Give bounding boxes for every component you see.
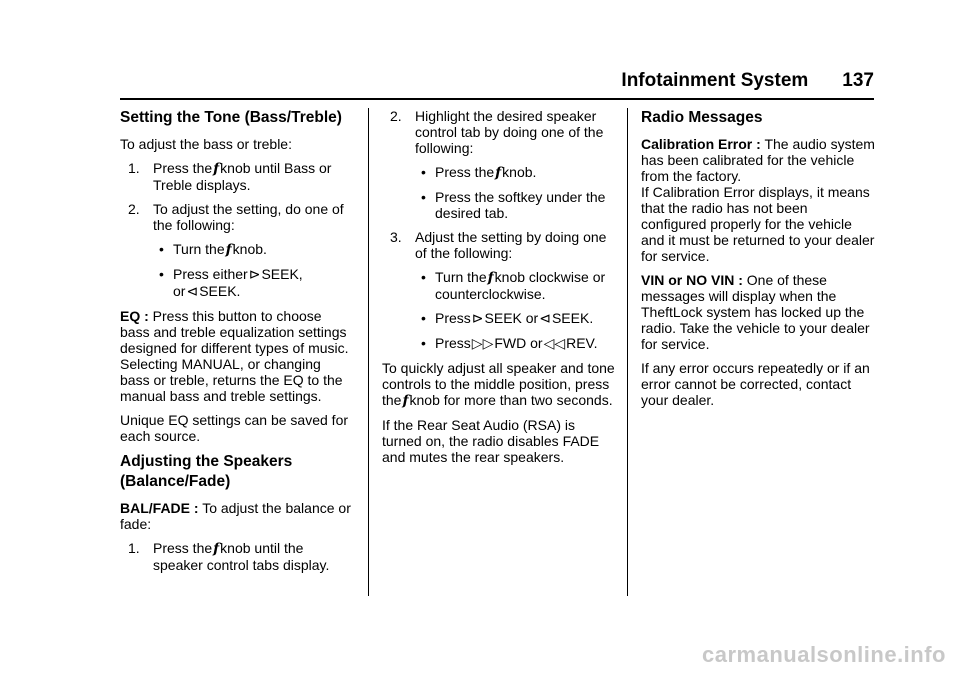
speaker-steps-continued (382, 108, 616, 352)
balfade-definition: BAL/FADE : To adjust the balance or fade: (120, 500, 351, 532)
seek-up-icon: ⊳ (471, 311, 484, 327)
eq-term: EQ : (120, 308, 149, 324)
seek-down-icon: ⊲ (186, 284, 199, 300)
quick-reset-note: To quickly adjust all speaker and tone controls to the middle position, press thefknob for more than two seconds. (382, 360, 615, 409)
page-number: 137 (842, 70, 874, 91)
vin-term: VIN or NO VIN : (641, 272, 743, 288)
vin-definition: VIN or NO VIN : One of these messages will display when the TheftLock system has locked up the radio. Take the vehicle to your dealer for service. (641, 272, 870, 352)
rsa-note: If the Rear Seat Audio (RSA) is turned on, the radio disables FADE and mutes the rear speakers. (382, 417, 600, 465)
section-title: Infotainment System (621, 70, 809, 91)
tone-step-1: 1. Press thefknob until Bass or Treble displays. (128, 160, 332, 193)
eq-definition: EQ : Press this button to choose bass and treble equalization settings designed for different types of music. Selecting MANUAL, or changing bass or treble, returns the EQ to the manual bass and treble settings. (120, 308, 349, 404)
speaker-steps (120, 540, 354, 573)
tune-knob-icon: f (213, 541, 220, 557)
speaker-step-3-bullet-3: • Press▷▷FWD or◁◁REV. (421, 335, 598, 352)
balfade-term: BAL/FADE : (120, 500, 199, 516)
watermark: carmanualsonline.info (702, 642, 946, 667)
speaker-step-2: 2. Highlight the desired speaker control tab by doing one of the following: • Press thefknob. • Press the softkey under the desired tab. (382, 108, 616, 221)
tone-step-2-bullet-1: • Turn thefknob. (159, 241, 267, 258)
heading-radio-messages: Radio Messages (641, 109, 763, 126)
column-divider-2 (627, 108, 628, 596)
calibration-detail: If Calibration Error displays, it means that the radio has not been configured properly for the vehicle and it must be returned to your dealer for service. (641, 184, 875, 264)
speaker-step-2-bullet-1: • Press thefknob. (421, 164, 537, 181)
speaker-step-3: 3. Adjust the setting by doing one of the following: • Turn thefknob clockwise or counterclockwise. • Press⊳SEEK or⊲SEEK. • Press▷▷FWD or◁◁REV. (382, 229, 616, 352)
seek-down-icon: ⊲ (539, 311, 551, 327)
tune-knob-icon: f (402, 393, 409, 409)
tune-knob-icon: f (487, 270, 494, 286)
calibration-term: Calibration Error : (641, 136, 761, 152)
column-2 (382, 108, 616, 473)
speaker-step-2-bullet-2: • Press the softkey under the desired tab. (421, 189, 606, 221)
tune-knob-icon: f (495, 165, 502, 181)
header-rule (120, 98, 874, 100)
seek-up-icon: ⊳ (248, 267, 261, 283)
tone-steps (120, 160, 354, 300)
tone-step-2: 2. To adjust the setting, do one of the following: • Turn thefknob. • Press either⊳SEEK, or⊲SEEK. (120, 201, 354, 300)
column-divider-1 (368, 108, 369, 596)
page-header (600, 70, 874, 92)
tone-step-2-bullet-2: • Press either⊳SEEK, or⊲SEEK. (159, 266, 303, 300)
tune-knob-icon: f (225, 242, 232, 258)
tone-intro: To adjust the bass or treble: (120, 136, 292, 152)
speaker-step-1: 1. Press thefknob until the speaker control tabs display. (128, 540, 330, 573)
tune-knob-icon: f (213, 161, 220, 177)
calibration-definition: Calibration Error : The audio system has been calibrated for the vehicle from the factory. (641, 136, 875, 184)
error-note: If any error occurs repeatedly or if an error cannot be corrected, contact your dealer. (641, 360, 870, 408)
column-1 (120, 108, 354, 581)
fwd-icon: ▷▷ (471, 336, 494, 352)
heading-speakers: Adjusting the Speakers (Balance/Fade) (120, 453, 293, 490)
column-3 (641, 108, 875, 416)
eq-note: Unique EQ settings can be saved for each source. (120, 412, 349, 444)
speaker-step-3-bullet-2: • Press⊳SEEK or⊲SEEK. (421, 310, 594, 327)
rev-icon: ◁◁ (543, 336, 566, 352)
heading-tone: Setting the Tone (Bass/Treble) (120, 109, 342, 126)
speaker-step-3-bullet-1: • Turn thefknob clockwise or counterclockwise. (421, 269, 606, 302)
